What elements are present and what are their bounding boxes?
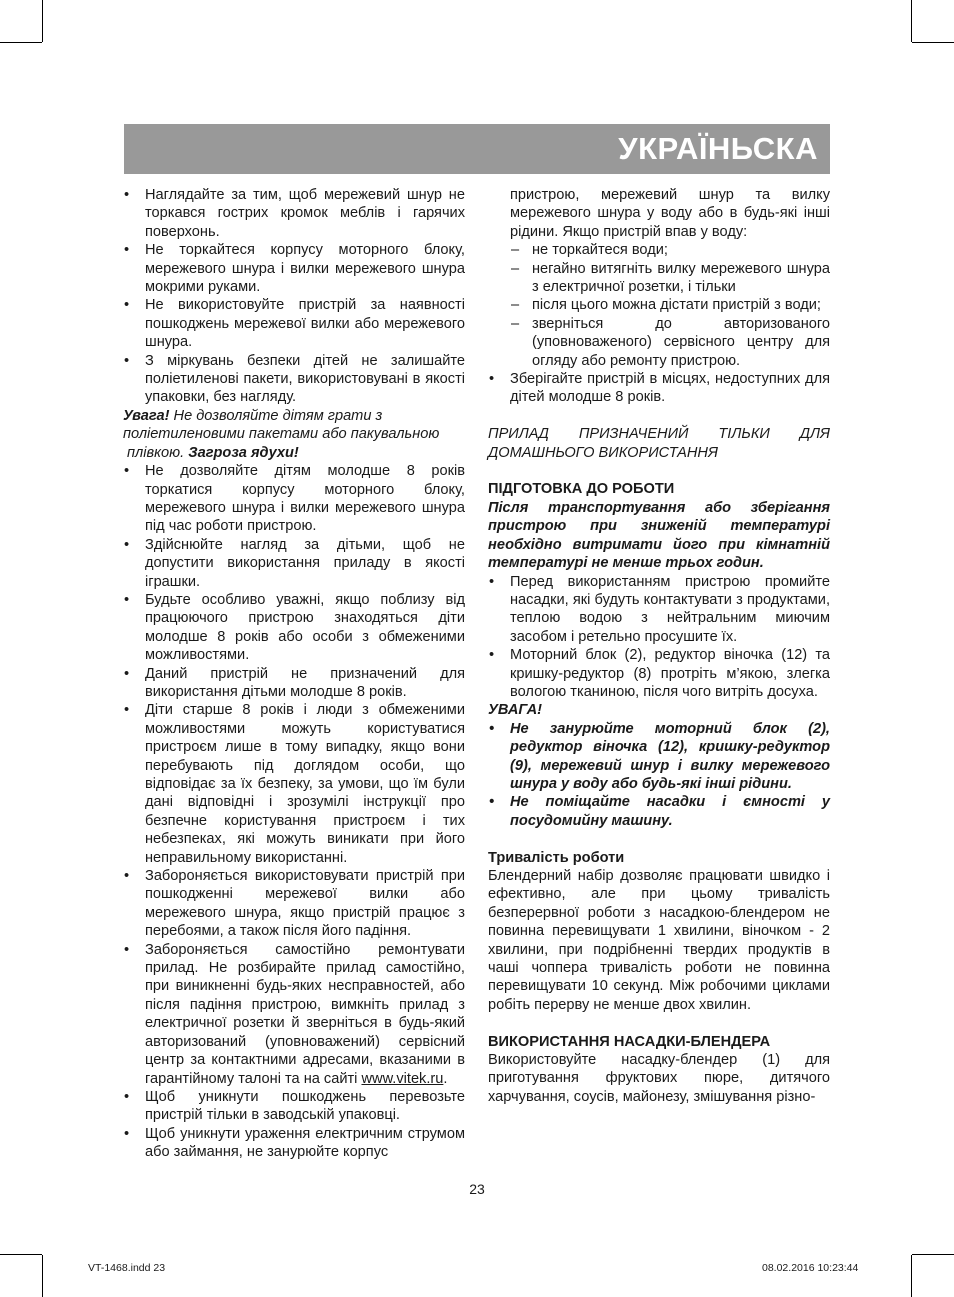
list-item: • Забороняється використовувати пристрій при пошкодженні мережевої вилки або мережевого шнура, якщо пристрій працює з перебоями, а також після його падіння. <box>123 867 465 941</box>
crop-mark <box>912 1254 954 1255</box>
list-item: • Діти старше 8 років і люди з обмеженими можливостями можуть користуватися пристроєм лише в тому випадку, якщо вони перебувають під доглядом особи, що відповідає за їх безпеку, за умови, що їм були дані відповідні і зрозумілі інструкції про безпечне користування пристроєм і тих небезпеках, які можуть виникати при його неправильному використанні. <box>123 701 465 867</box>
list-item: • Не дозволяйте дітям молодше 8 років торкатися корпусу моторного блоку, мережевого шнура і вилки мережевого шнура під час роботи пристрою. <box>123 462 465 536</box>
list-item: • Щоб уникнути пошкоджень перевозьте пристрій тільки в заводській упаковці. <box>123 1088 465 1125</box>
crop-mark <box>911 0 912 42</box>
continued-text: пристрою, мережевий шнур та вилку мережевого шнура у воду або в будь-які інші рідини. Якщо пристрій впав у воду: <box>510 187 830 240</box>
warning-danger: Загроза ядухи! <box>188 444 299 461</box>
prep-warning: Після транспортування або зберігання пристрою при зниженій температурі необхідно витримати його при кімнатній температурі не менше трьох годин. <box>488 499 830 572</box>
blender-heading: ВИКОРИСТАННЯ НАСАДКИ-БЛЕНДЕРА <box>488 1033 771 1050</box>
crop-mark <box>0 42 42 43</box>
safety-list-1 <box>123 186 465 407</box>
list-item: • Не використовуйте пристрій за наявності пошкоджень мережевої вилки або мережевого шнура. <box>123 296 465 351</box>
list-item: • Зберігайте пристрій в місцях, недоступних для дітей молодше 8 років. <box>488 370 830 407</box>
dash-item: – зверніться до авторизованого (уповноваженого) сервісного центру для огляду або ремонту пристрою. <box>510 315 830 370</box>
duration-text: Блендерний набір дозволяє працювати швидко і ефективно, але при цьому тривалість безперервної роботи з насадкою-блендером не повинна перевищувати 1 хвилини, віночком - 2 хвилини, при подрібненні твердих продуктів в чаші чоппера тривалість роботи не повинна перевищувати 10 секунд. Між робочими циклами робіть перерву не менше двох хвилин. <box>488 867 830 1013</box>
dash-item: – після цього можна дістати пристрій з води; <box>510 296 830 314</box>
list-item: • Щоб уникнути ураження електричним струмом або займання, не занурюйте корпус <box>123 1125 465 1162</box>
left-column <box>123 186 465 1162</box>
right-column <box>488 186 830 1106</box>
warning-paragraph-2 <box>123 444 465 462</box>
list-item: • Даний пристрій не призначений для використання дітьми молодше 8 років. <box>123 665 465 702</box>
vitek-link[interactable]: www.vitek.ru <box>361 1070 444 1087</box>
blender-text: Використовуйте насадку-блендер (1) для приготування фруктових пюре, дитячого харчування, соусів, майонезу, змішування різно- <box>488 1052 830 1105</box>
warning-text-2: плівкою. <box>127 444 189 461</box>
warning-text: Не дозволяйте дітям грати з поліетиленовими пакетами або пакувальною <box>123 407 440 443</box>
crop-mark <box>911 1255 912 1297</box>
attention-label: УВАГА! <box>488 702 543 719</box>
list-item: • Не поміщайте насадки і ємності у посудомийну машину. <box>488 793 830 830</box>
repair-end: . <box>443 1070 448 1087</box>
language-header <box>124 124 830 174</box>
language-title: УКРАЇНЬСКА <box>618 131 818 166</box>
list-item-repair <box>123 941 465 1088</box>
list-item: • Будьте особливо уважні, якщо поблизу від працюючого пристрою знаходяться діти молодше 8 років або особи з обмеженими можливостями. <box>123 591 465 665</box>
footer-date: 08.02.2016 10:23:44 <box>762 1262 859 1274</box>
list-item: • Не торкайтеся корпусу моторного блоку, мережевого шнура і вилки мережевого шнура мокрими руками. <box>123 241 465 296</box>
dash-item: – не торкайтеся води; <box>510 241 830 259</box>
dash-item: – негайно витягніть вилку мережевого шнура з електричної розетки, і тільки <box>510 260 830 297</box>
footer-file: VT-1468.indd 23 <box>88 1262 166 1274</box>
crop-mark <box>912 42 954 43</box>
crop-mark <box>42 1255 43 1297</box>
crop-mark <box>42 0 43 42</box>
duration-heading: Тривалість роботи <box>488 849 625 866</box>
warning-label: Увага! <box>123 407 170 424</box>
repair-text: Забороняється самостійно ремонтувати прилад. Не розбирайте прилад самостійно, при виникненні будь-яких несправностей, або після падіння пристрою, вимкніть прилад з електричної розетки й зверніться в будь-який авторизований (уповноважений) сервісний центр за контактними адресами, вказаними в гарантійному талоні та на сайті <box>145 941 465 1087</box>
household-note: ПРИЛАД ПРИЗНАЧЕНИЙ ТІЛЬКИ ДЛЯ ДОМАШНЬОГО ВИКОРИСТАННЯ <box>488 426 830 461</box>
prep-heading: ПІДГОТОВКА ДО РОБОТИ <box>488 481 675 498</box>
list-item: • Не занурюйте моторний блок (2), редуктор віночка (12), кришку-редуктор (9), мережевий шнур і вилку мережевого шнура у воду або будь-які інші рідини. <box>488 720 830 794</box>
list-item: • Моторний блок (2), редуктор віночка (12) та кришку-редуктор (8) протріть м’якою, злегка вологою тканиною, після чого витріть досуха. <box>488 646 830 701</box>
list-item: • Перед використанням пристрою промийте насадки, які будуть контактувати з продуктами, теплою водою з нейтральним миючим засобом і ретельно просушите їх. <box>488 573 830 647</box>
safety-list-2 <box>123 462 465 1161</box>
page-number: 23 <box>469 1181 485 1197</box>
list-item: • Наглядайте за тим, щоб мережевий шнур не торкався гострих кромок меблів і гарячих поверхонь. <box>123 186 465 241</box>
list-item: • Здійснюйте нагляд за дітьми, щоб не допустити використання приладу в якості іграшки. <box>123 536 465 591</box>
warning-paragraph <box>123 407 465 444</box>
prep-list <box>488 573 830 702</box>
water-dash-list <box>488 241 830 407</box>
attention-list <box>488 720 830 830</box>
crop-mark <box>0 1254 42 1255</box>
list-item: • З міркувань безпеки дітей не залишайте поліетиленові пакети, використовувані в якості упаковки, без нагляду. <box>123 352 465 407</box>
